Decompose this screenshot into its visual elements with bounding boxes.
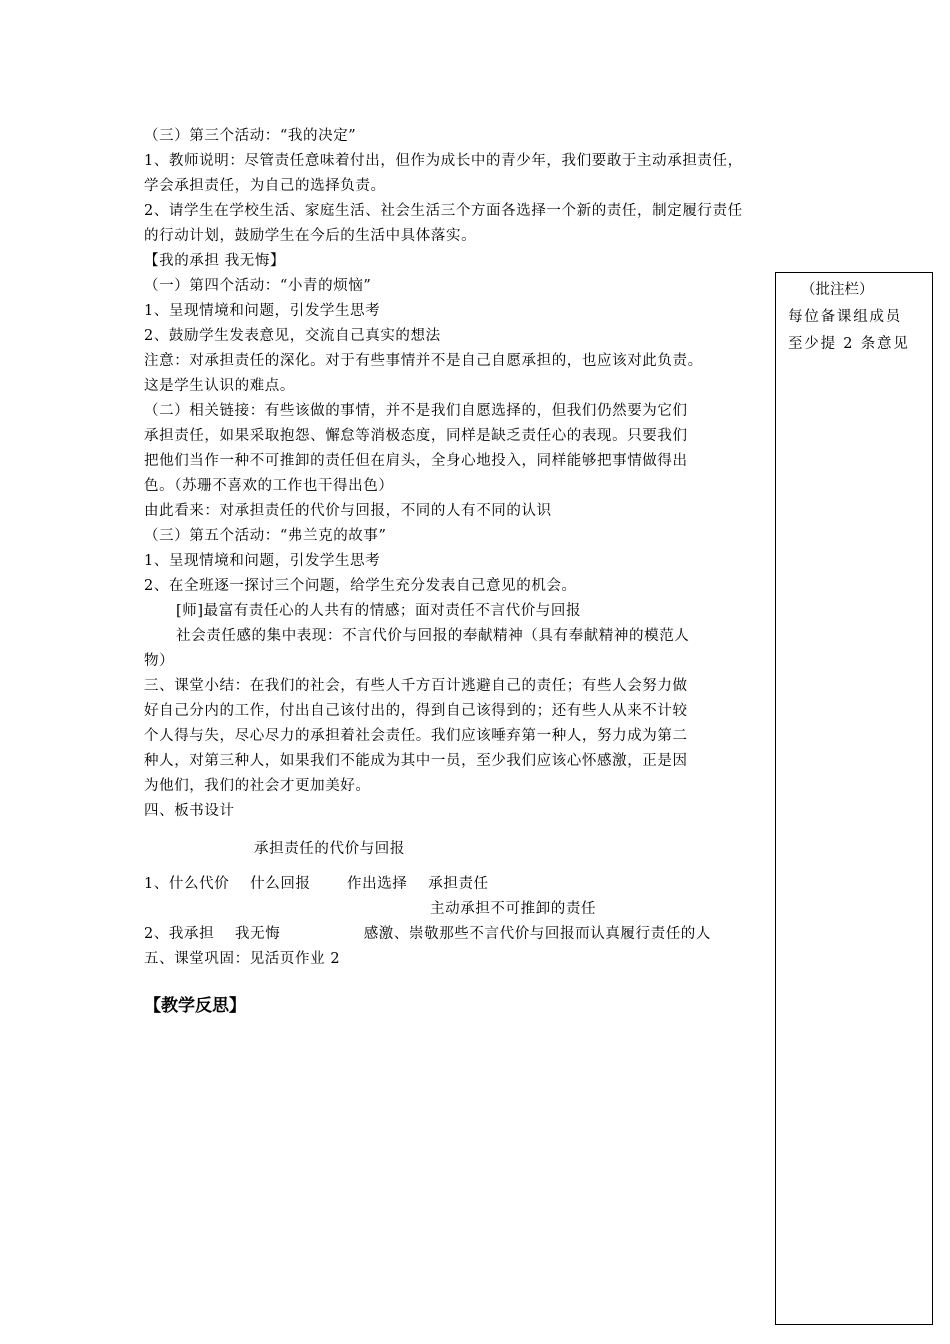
text-line: 色。（苏珊不喜欢的工作也干得出色）	[144, 478, 394, 494]
text-line: 2、在全班逐一探讨三个问题，给学生充分发表自己意见的机会。	[144, 578, 577, 594]
text-line: 2、鼓励学生发表意见，交流自己真实的想法	[144, 328, 441, 344]
text-line: （一）第四个活动：“小青的烦恼”	[144, 278, 372, 294]
annotation-column	[775, 272, 933, 1325]
text-line: 种人，对第三种人，如果我们不能成为其中一员，至少我们应该心怀感激，正是因	[144, 753, 688, 769]
text-line: （二）相关链接：有些该做的事情，并不是我们自愿选择的，但我们仍然要为它们	[144, 403, 688, 419]
reflection-heading: 【教学反思】	[144, 996, 246, 1016]
text-line: 好自己分内的工作，付出自己该付出的，得到自己该得到的；还有些人从来不计较	[144, 703, 688, 719]
text-line: 五、课堂巩固：见活页作业 2	[144, 951, 341, 967]
text-line: 注意：对承担责任的深化。对于有些事情并不是自己自愿承担的，也应该对此负责。	[144, 353, 703, 369]
text-line: 的行动计划，鼓励学生在今后的生活中具体落实。	[144, 228, 477, 244]
text-line: [师]最富有责任心的人共有的情感；面对责任不言代价与回报	[176, 603, 582, 619]
text-line: 2、请学生在学校生活、家庭生活、社会生活三个方面各选择一个新的责任，制定履行责任	[144, 203, 743, 219]
text-line: 个人得与失，尽心尽力的承担着社会责任。我们应该唾弃第一种人，努力成为第二	[144, 728, 688, 744]
text-line: （三）第五个活动：“弗兰克的故事”	[144, 528, 387, 544]
text-line: 1、呈现情境和问题，引发学生思考	[144, 303, 381, 319]
text-line: 1、呈现情境和问题，引发学生思考	[144, 553, 381, 569]
text-line: 1、什么代价 什么回报 作出选择 承担责任	[144, 876, 489, 892]
text-line: 由此看来：对承担责任的代价与回报，不同的人有不同的认识	[144, 503, 552, 519]
text-line: 物）	[144, 653, 175, 669]
text-line: 为他们，我们的社会才更加美好。	[144, 778, 371, 794]
annotation-title: （批注栏）	[801, 282, 874, 298]
text-line: （三）第三个活动：“我的决定”	[144, 128, 357, 144]
annotation-line: 至少提 2 条意见	[788, 336, 910, 352]
text-line: 2、我承担 我无悔 感激、崇敬那些不言代价与回报而认真履行责任的人	[144, 926, 712, 942]
text-line: 这是学生认识的难点。	[144, 378, 295, 394]
text-line: 把他们当作一种不可推卸的责任但在肩头，全身心地投入，同样能够把事情做得出	[144, 453, 688, 469]
text-line: 承担责任，如果采取抱怨、懈怠等消极态度，同样是缺乏责任心的表现。只要我们	[144, 428, 688, 444]
text-line: 社会责任感的集中表现：不言代价与回报的奉献精神（具有奉献精神的模范人	[176, 628, 690, 644]
board-title: 承担责任的代价与回报	[254, 841, 405, 857]
text-line: 1、教师说明：尽管责任意味着付出，但作为成长中的青少年，我们要敢于主动承担责任，	[144, 153, 743, 169]
text-line: 主动承担不可推卸的责任	[430, 901, 597, 917]
text-line: 四、板书设计	[144, 803, 235, 819]
annotation-line: 每位备课组成员	[788, 309, 903, 325]
section-heading: 【我的承担 我无悔】	[144, 253, 286, 269]
text-line: 学会承担责任，为自己的选择负责。	[144, 178, 386, 194]
text-line: 三、课堂小结：在我们的社会，有些人千方百计逃避自己的责任；有些人会努力做	[144, 678, 688, 694]
